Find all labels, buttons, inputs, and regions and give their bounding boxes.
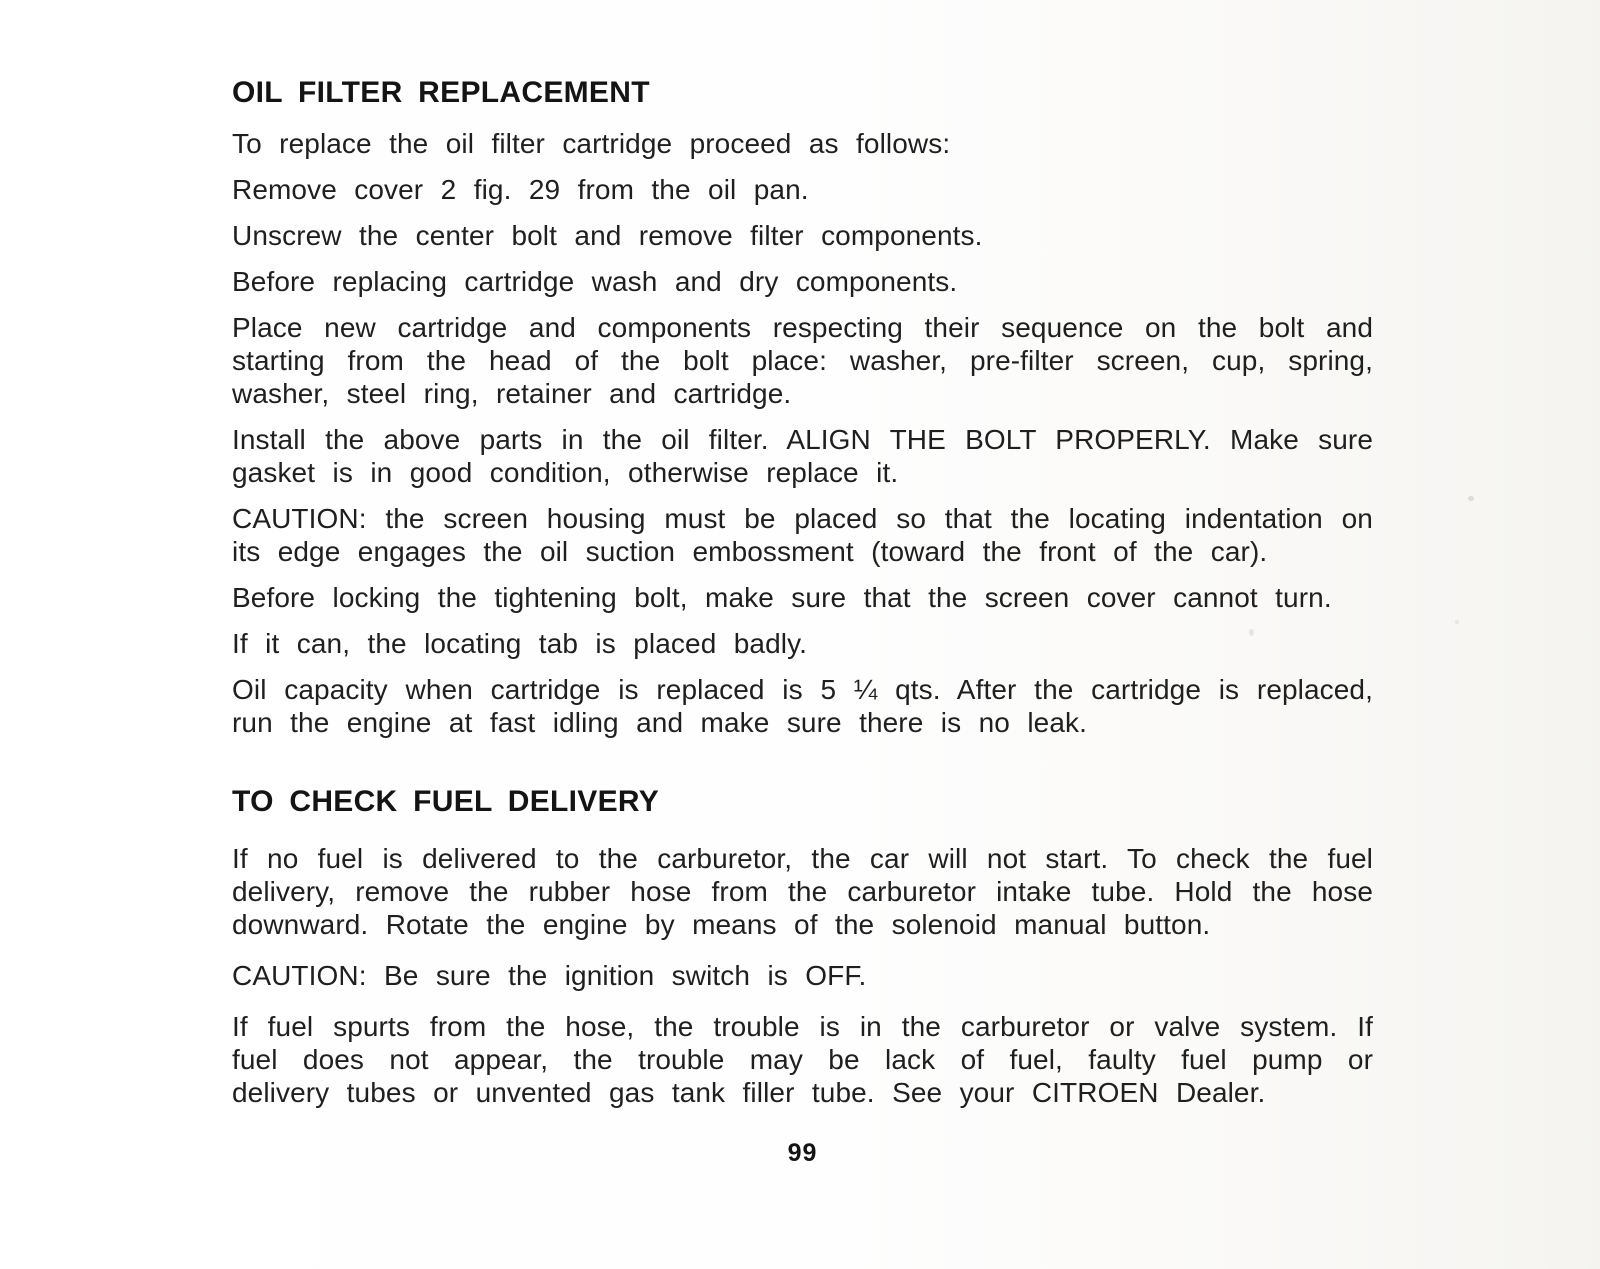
paragraph: Before locking the tightening bolt, make sure that the screen cover cannot turn.: [232, 582, 1332, 613]
paragraph: CAUTION: Be sure the ignition switch is OFF.: [232, 960, 867, 991]
paragraph: Before replacing cartridge wash and dry components.: [232, 266, 958, 297]
paragraph: If it can, the locating tab is placed badly.: [232, 628, 808, 659]
paragraph: Install the above parts in the oil filter. ALIGN THE BOLT PROPERLY. Make sure gasket is in good condition, otherwise replace it.: [232, 424, 1373, 488]
text-block: [232, 74, 1373, 1168]
page-number: 99: [787, 1139, 818, 1167]
section-heading: OIL FILTER REPLACEMENT: [232, 76, 650, 109]
paragraph: If no fuel is delivered to the carburetor, the car will not start. To check the fuel delivery, remove the rubber hose from the carburetor intake tube. Hold the hose downward. Rotate the engine by means of the solenoid manual button.: [232, 843, 1373, 940]
paragraph: Unscrew the center bolt and remove filter components.: [232, 220, 983, 251]
section-to-check-fuel-delivery: [232, 783, 1373, 1109]
paragraph: CAUTION: the screen housing must be placed so that the locating indentation on its edge engages the oil suction embossment (toward the front of the car).: [232, 503, 1373, 567]
section-oil-filter-replacement: [232, 74, 1373, 739]
scan-speck: [1468, 496, 1474, 501]
paragraph: To replace the oil filter cartridge proceed as follows:: [232, 128, 951, 159]
paragraph: Place new cartridge and components respecting their sequence on the bolt and starting from the head of the bolt place: washer, pre-filter screen, cup, spring, washer, steel ring, retainer and cartridge.: [232, 312, 1373, 409]
scan-speck: [1455, 620, 1459, 624]
section-heading: TO CHECK FUEL DELIVERY: [232, 785, 660, 818]
paragraph: If fuel spurts from the hose, the trouble is in the carburetor or valve system. If fuel does not appear, the trouble may be lack of fuel, faulty fuel pump or delivery tubes or unvented gas tank filler tube. See your CITROEN Dealer.: [232, 1011, 1373, 1108]
paragraph: Remove cover 2 fig. 29 from the oil pan.: [232, 174, 809, 205]
paragraph: Oil capacity when cartridge is replaced is 5 ¼ qts. After the cartridge is replaced, run the engine at fast idling and make sure there is no leak.: [232, 674, 1373, 738]
